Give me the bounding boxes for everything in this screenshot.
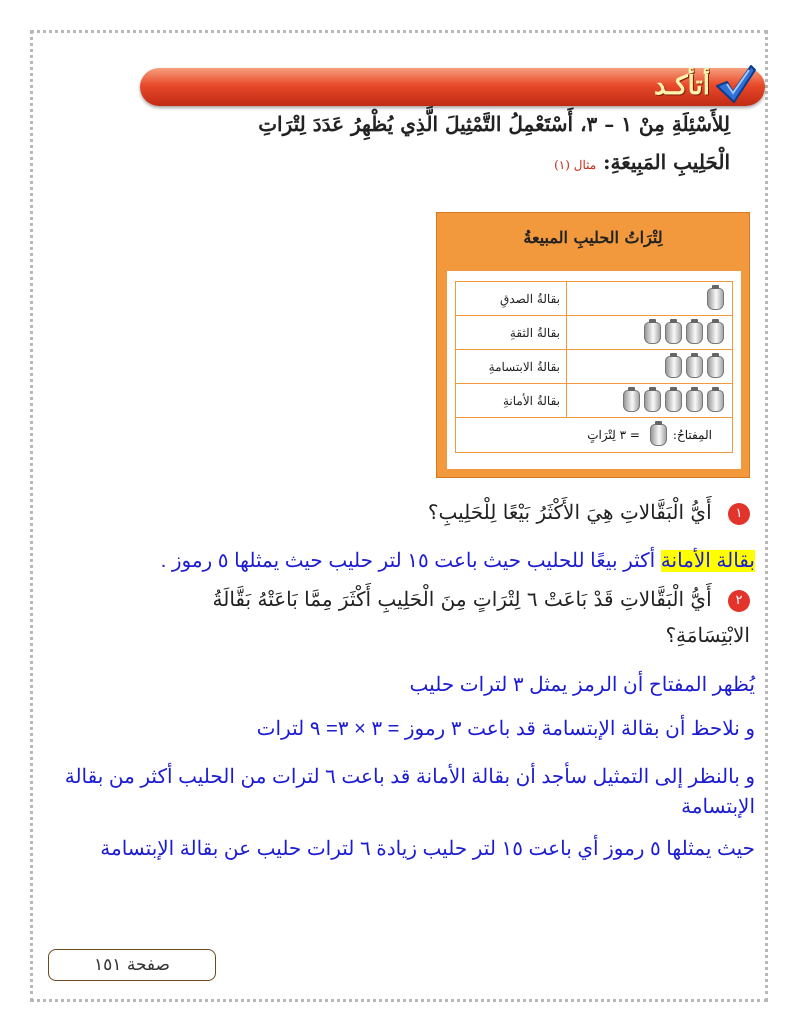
milk-jug-icon — [707, 288, 724, 310]
answer-2-line-2: و نلاحظ أن بقالة الإبتسامة قد باعت ٣ رموز = ٣ × ٣= ٩ لترات — [256, 718, 755, 740]
question-2 — [130, 581, 750, 653]
intro-text-2: الْحَلِيبِ المَبِيعَةِ: — [603, 150, 730, 174]
question-1-text: أَيُّ الْبَقَّالاتِ هِيَ الأَكْثَرُ بَيْعًا لِلْحَلِيبِ؟ — [427, 500, 712, 524]
milk-jug-icon — [644, 322, 661, 344]
question-2-text: أَيُّ الْبَقَّالاتِ قَدْ بَاعَتْ ٦ لِتْرَاتٍ مِنَ الْحَلِيبِ أَكْثَرَ مِمَّا بَاعَتْهُ بَقَّالَةُ الابْتِسَامَةِ؟ — [212, 587, 750, 647]
pictograph-row — [456, 316, 733, 350]
page-number-box — [48, 949, 216, 981]
checkmark-icon — [713, 62, 757, 106]
milk-jug-icon — [686, 390, 703, 412]
milk-jug-icon — [650, 424, 667, 446]
milk-jug-icon — [665, 356, 682, 378]
page-number: صفحة ١٥١ — [94, 955, 170, 975]
milk-jug-icon — [665, 390, 682, 412]
pictograph-row — [456, 350, 733, 384]
banner-title: أتأكـد — [653, 71, 710, 101]
milk-jug-icon — [665, 322, 682, 344]
milk-jug-icon — [644, 390, 661, 412]
example-reference: مثال (١) — [554, 158, 597, 172]
pictograph-row — [456, 384, 733, 418]
shop-name: بقالةُ الابتسامةِ — [456, 350, 567, 384]
question-number-badge: ١ — [728, 503, 750, 525]
milk-jug-icon — [707, 390, 724, 412]
key-value: = ٣ لِتْرَاتٍ — [587, 428, 640, 442]
pictograph — [436, 212, 750, 478]
pictograph-title: لِتْرَاتُ الحليبِ المبيعةُ — [523, 228, 663, 247]
jug-symbols — [567, 316, 733, 350]
milk-jug-icon — [686, 322, 703, 344]
intro-line-1 — [70, 112, 730, 136]
intro-text-1: لِلأَسْئِلَةِ مِنْ ١ – ٣، أَسْتَعْمِلُ التَّمْثِيلَ الَّذِي يُظْهِرُ عَدَدَ لِتْرَاتِ — [258, 112, 730, 136]
pictograph-key-row — [456, 418, 733, 453]
jug-symbols — [567, 350, 733, 384]
answer-2-line-4: حيث يمثلها ٥ رموز أي باعت ١٥ لتر حليب زيادة ٦ لترات حليب عن بقالة الإبتسامة — [100, 838, 755, 860]
pictograph-body — [447, 271, 741, 469]
shop-name: بقالةُ الصدقِ — [456, 282, 567, 316]
milk-jug-icon — [707, 322, 724, 344]
question-number-badge: ٢ — [728, 590, 750, 612]
pictograph-table — [455, 281, 733, 453]
milk-jug-icon — [686, 356, 703, 378]
intro-line-2 — [70, 150, 730, 174]
answer-1-highlight: بقالة الأمانة — [660, 550, 755, 572]
answer-1 — [35, 548, 755, 573]
shop-name: بقالةُ الأمانةِ — [456, 384, 567, 418]
answer-2-line-1: يُظهر المفتاح أن الرمز يمثل ٣ لترات حليب — [409, 674, 755, 696]
milk-jug-icon — [623, 390, 640, 412]
shop-name: بقالةُ الثقةِ — [456, 316, 567, 350]
question-1 — [130, 500, 750, 525]
key-label: المِفتاحُ: — [672, 428, 712, 442]
milk-jug-icon — [707, 356, 724, 378]
answer-2-line-3: و بالنظر إلى التمثيل سأجد أن بقالة الأمانة قد باعت ٦ لترات من الحليب أكثر من بقالة الإبتسامة — [64, 766, 755, 818]
section-banner — [140, 68, 765, 106]
pictograph-row — [456, 282, 733, 316]
answer-1-text: أكثر بيعًا للحليب حيث باعت ١٥ لتر حليب حيث يمثلها ٥ رموز . — [160, 550, 661, 572]
jug-symbols — [567, 282, 733, 316]
jug-symbols — [567, 384, 733, 418]
